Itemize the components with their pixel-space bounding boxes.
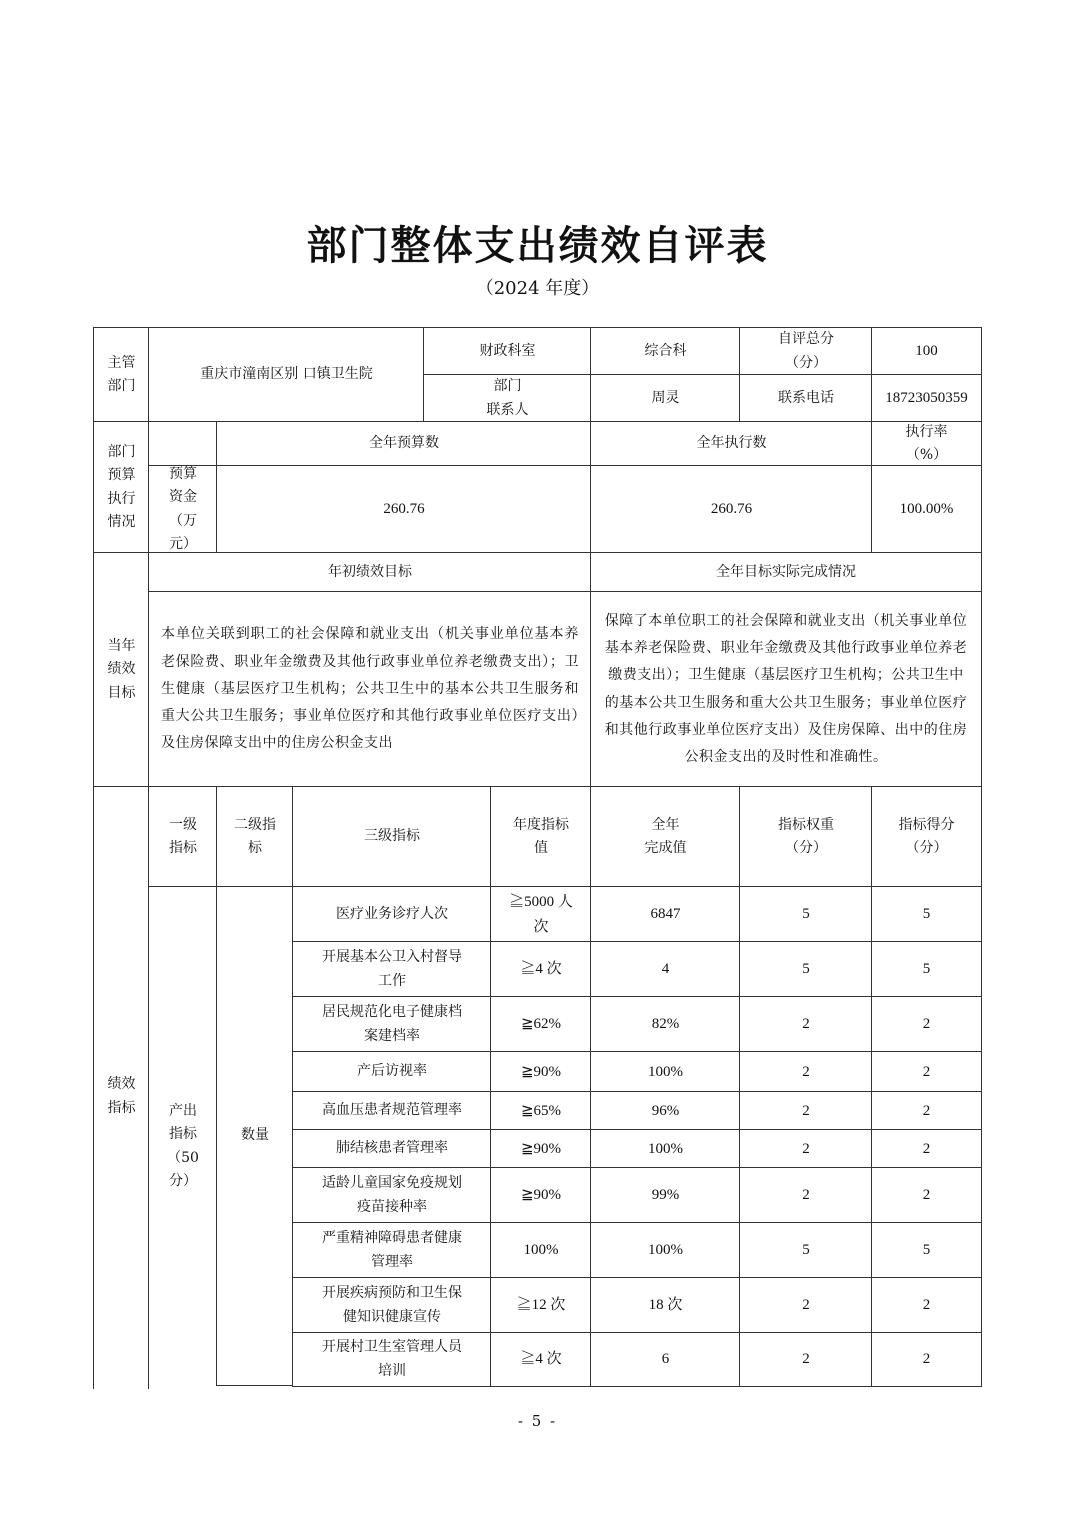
col-score-header: 指标得分 （分） xyxy=(871,786,982,887)
score-value: 2 xyxy=(871,1091,982,1130)
actual-goal-label: 全年目标实际完成情况 xyxy=(590,552,982,592)
target-value: ≧4 次 xyxy=(490,1332,591,1387)
weight-value: 2 xyxy=(739,1129,872,1168)
total-score-label: 自评总分 （分） xyxy=(739,327,872,375)
score-value: 5 xyxy=(871,886,982,942)
level3-indicator: 产后访视率 xyxy=(292,1051,491,1092)
phone-label: 联系电话 xyxy=(739,374,872,422)
exec-rate-value: 100.00% xyxy=(871,465,982,553)
weight-value: 2 xyxy=(739,1091,872,1130)
indicators-section-label: 绩效 指标 xyxy=(93,786,149,1389)
annual-budget-value: 260.76 xyxy=(216,465,591,553)
score-value: 5 xyxy=(871,941,982,997)
initial-goal-label: 年初绩效目标 xyxy=(148,552,591,592)
contact-label: 部门 联系人 xyxy=(423,374,591,422)
target-value: ≧5000 人 次 xyxy=(490,886,591,942)
target-value: 100% xyxy=(490,1222,591,1278)
fin-office-label: 财政科室 xyxy=(423,327,591,375)
level3-indicator: 适龄儿童国家免疫规划 疫苗接种率 xyxy=(292,1167,491,1223)
target-value: ≧4 次 xyxy=(490,941,591,997)
budget-section-label: 部门 预算 执行 情况 xyxy=(93,421,149,553)
col-level3-header: 三级指标 xyxy=(292,786,491,887)
score-value: 2 xyxy=(871,996,982,1052)
goals-section-label: 当年 绩效 目标 xyxy=(93,552,149,787)
score-value: 2 xyxy=(871,1129,982,1168)
actual-value: 99% xyxy=(590,1167,740,1223)
budget-empty-cell xyxy=(148,421,217,466)
weight-value: 2 xyxy=(739,996,872,1052)
col-target-header: 年度指标 值 xyxy=(490,786,591,887)
level3-indicator: 居民规范化电子健康档 案建档率 xyxy=(292,996,491,1052)
actual-value: 6 xyxy=(590,1332,740,1387)
weight-value: 5 xyxy=(739,941,872,997)
phone-value: 18723050359 xyxy=(871,374,982,422)
actual-value: 100% xyxy=(590,1051,740,1092)
actual-value: 82% xyxy=(590,996,740,1052)
level1-output-indicator: 产出 指标 （50 分） xyxy=(148,886,217,1389)
exec-rate-label: 执行率 （%） xyxy=(871,421,982,466)
level3-indicator: 高血压患者规范管理率 xyxy=(292,1091,491,1130)
contact-value: 周灵 xyxy=(590,374,740,422)
target-value: ≧62% xyxy=(490,996,591,1052)
col-level1-header: 一级 指标 xyxy=(148,786,217,887)
funds-label: 预算 资金 （万 元） xyxy=(148,465,217,553)
score-value: 2 xyxy=(871,1051,982,1092)
fin-office-value: 综合科 xyxy=(590,327,740,375)
page-number: - 5 - xyxy=(517,1412,558,1430)
score-value: 5 xyxy=(871,1222,982,1278)
dept-label: 主管 部门 xyxy=(93,327,149,422)
level3-indicator: 开展村卫生室管理人员 培训 xyxy=(292,1332,491,1387)
actual-goal-text: 保障了本单位职工的社会保障和就业支出（机关事业单位基本养老保险费、职业年金缴费及其他行政事业单位养老缴费支出）；卫生健康（基层医疗卫生机构；公共卫生中的基本公共卫生服务和重大公共卫生服务；事业单位医疗和其他行政事业单位医疗支出）及住房保障、出中的住房公积金支出的及时性和准确性。 xyxy=(590,591,982,787)
level3-indicator: 开展疾病预防和卫生保 健知识健康宣传 xyxy=(292,1277,491,1333)
weight-value: 2 xyxy=(739,1332,872,1387)
actual-value: 100% xyxy=(590,1129,740,1168)
page-title: 部门整体支出绩效自评表 xyxy=(306,222,769,269)
weight-value: 2 xyxy=(739,1167,872,1223)
annual-exec-value: 260.76 xyxy=(590,465,872,553)
actual-value: 100% xyxy=(590,1222,740,1278)
page-subtitle: （2024 年度） xyxy=(475,278,600,299)
col-level2-header: 二级指 标 xyxy=(216,786,293,887)
evaluation-table xyxy=(93,327,982,1389)
total-score-value: 100 xyxy=(871,327,982,375)
level3-indicator: 肺结核患者管理率 xyxy=(292,1129,491,1168)
col-actual-header: 全年 完成值 xyxy=(590,786,740,887)
dept-name: 重庆市潼南区别 口镇卫生院 xyxy=(148,327,424,422)
weight-value: 2 xyxy=(739,1051,872,1092)
actual-value: 96% xyxy=(590,1091,740,1130)
actual-value: 6847 xyxy=(590,886,740,942)
annual-budget-label: 全年预算数 xyxy=(216,421,591,466)
col-weight-header: 指标权重 （分） xyxy=(739,786,872,887)
initial-goal-text: 本单位关联到职工的社会保障和就业支出（机关事业单位基本养老保险费、职业年金缴费及其他行政事业单位养老缴费支出）；卫生健康（基层医疗卫生机构；公共卫生中的基本公共卫生服务和重大公共卫生服务；事业单位医疗和其他行政事业单位医疗支出）及住房保障支出中的住房公积金支出 xyxy=(148,591,591,787)
weight-value: 2 xyxy=(739,1277,872,1333)
annual-exec-label: 全年执行数 xyxy=(590,421,872,466)
target-value: ≧12 次 xyxy=(490,1277,591,1333)
level3-indicator: 医疗业务诊疗人次 xyxy=(292,886,491,942)
score-value: 2 xyxy=(871,1167,982,1223)
target-value: ≧65% xyxy=(490,1091,591,1130)
weight-value: 5 xyxy=(739,886,872,942)
level2-quantity: 数量 xyxy=(216,886,293,1386)
target-value: ≧90% xyxy=(490,1129,591,1168)
actual-value: 18 次 xyxy=(590,1277,740,1333)
weight-value: 5 xyxy=(739,1222,872,1278)
actual-value: 4 xyxy=(590,941,740,997)
target-value: ≧90% xyxy=(490,1051,591,1092)
level3-indicator: 严重精神障碍患者健康 管理率 xyxy=(292,1222,491,1278)
score-value: 2 xyxy=(871,1277,982,1333)
score-value: 2 xyxy=(871,1332,982,1387)
target-value: ≧90% xyxy=(490,1167,591,1223)
level3-indicator: 开展基本公卫入村督导 工作 xyxy=(292,941,491,997)
